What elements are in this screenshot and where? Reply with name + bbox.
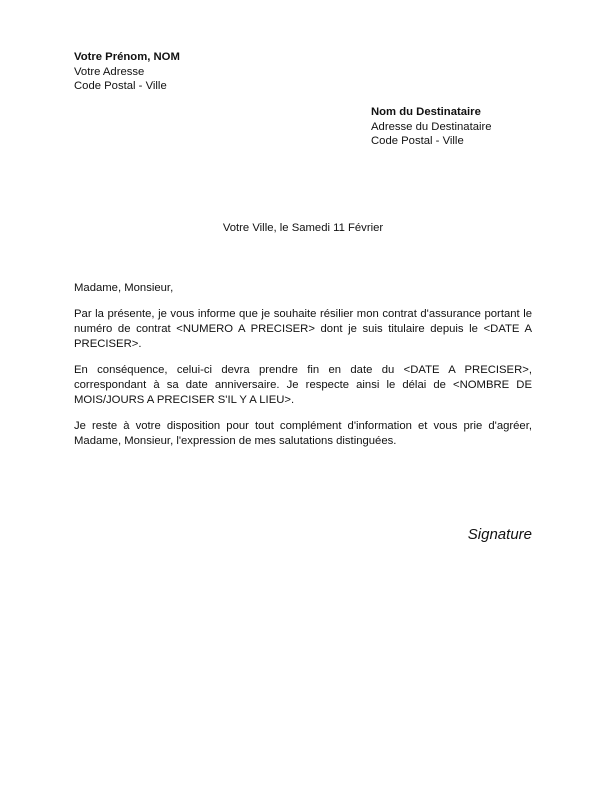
signature-text: Signature [467,526,532,543]
date-line: Votre Ville, le Samedi 11 Février [222,222,384,234]
recipient-address-block [371,105,492,149]
recipient-name: Nom du Destinataire [371,106,481,118]
paragraph-3: Je reste à votre disposition pour tout complément d'information et vous prie d'agréer, Madame, Monsieur, l'expression de mes salutations distinguées. [74,419,532,447]
sender-name: Votre Prénom, NOM [74,51,180,63]
paragraph-1: Par la présente, je vous informe que je souhaite résilier mon contrat d'assurance portant le numéro de contrat <NUMERO A PRECISER> dont je suis titulaire depuis le <DATE A PRECISER>. [74,307,532,350]
salutation: Madame, Monsieur, [74,282,174,294]
paragraph-2: En conséquence, celui-ci devra prendre fin en date du <DATE A PRECISER>, correspondant à sa date anniversaire. Je respecte ainsi le délai de <NOMBRE DE MOIS/JOURS A PRECISER S'IL Y A LIEU>. [74,363,532,406]
sender-street: Votre Adresse [74,65,145,78]
sender-address-block [74,50,180,94]
recipient-postal-city: Code Postal - Ville [371,135,464,147]
sender-postal-city: Code Postal - Ville [74,80,167,92]
recipient-street: Adresse du Destinataire [371,120,492,133]
letter-body [74,281,532,460]
